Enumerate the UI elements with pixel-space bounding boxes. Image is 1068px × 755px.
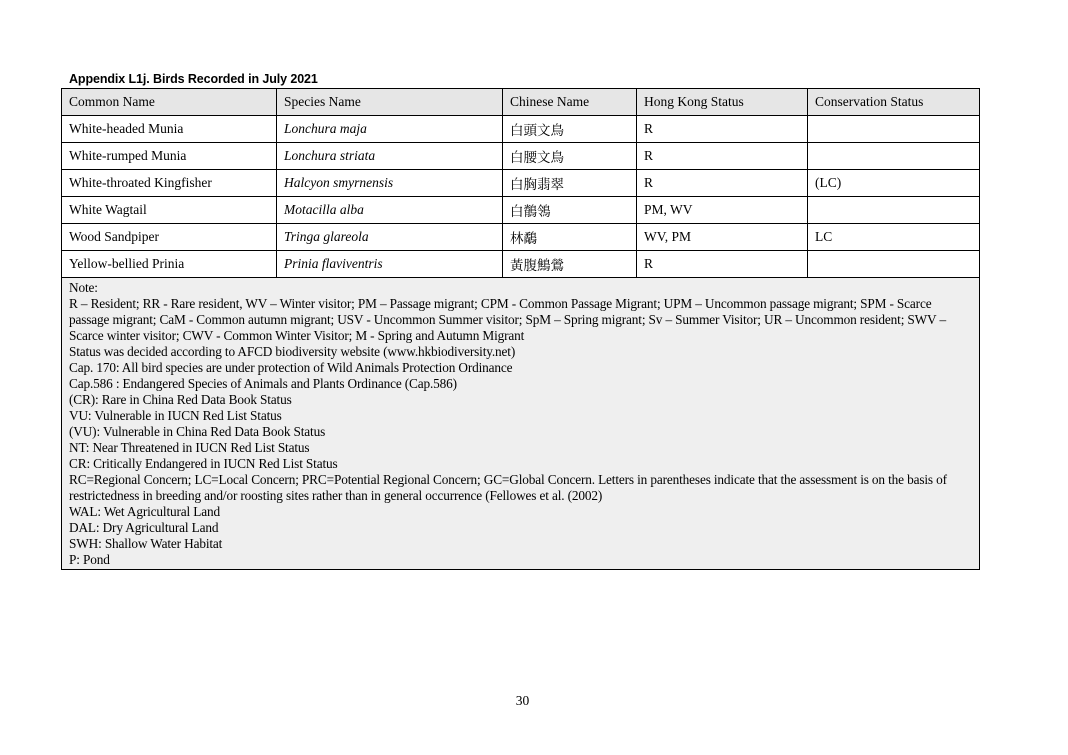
common-name-cell: White-rumped Munia — [62, 143, 277, 170]
common-name-cell: White-throated Kingfisher — [62, 170, 277, 197]
hong-kong-status-cell: WV, PM — [637, 224, 808, 251]
note-status-source: Status was decided according to AFCD biodiversity website (www.hkbiodiversity.net) — [69, 344, 516, 359]
note-cr-china: (CR): Rare in China Red Data Book Status — [69, 392, 292, 407]
conservation-status-cell — [808, 251, 980, 278]
note-vu-iucn: VU: Vulnerable in IUCN Red List Status — [69, 408, 282, 423]
note-concern-codes: RC=Regional Concern; LC=Local Concern; PRC=Potential Regional Concern; GC=Global Concern. Letters in parentheses indicate that the assessment is on the basis of restrictedness in breeding and/or roosting sites rather than in general occurrence (Fellowes et al. (2002) — [69, 472, 947, 503]
conservation-status-cell — [808, 197, 980, 224]
chinese-name-cell: 黃腹鷦鶯 — [503, 251, 637, 278]
header-conservation-status: Conservation Status — [808, 89, 980, 116]
page-title: Appendix L1j. Birds Recorded in July 2021 — [69, 72, 318, 86]
table-row — [62, 116, 980, 143]
table-row — [62, 224, 980, 251]
header-hong-kong-status: Hong Kong Status — [637, 89, 808, 116]
notes-row — [62, 278, 980, 570]
note-cap-170: Cap. 170: All bird species are under protection of Wild Animals Protection Ordinance — [69, 360, 513, 375]
species-name-cell: Lonchura maja — [277, 116, 503, 143]
note-cr-iucn: CR: Critically Endangered in IUCN Red List Status — [69, 456, 338, 471]
hong-kong-status-cell: R — [637, 116, 808, 143]
note-status-codes: R – Resident; RR - Rare resident, WV – Winter visitor; PM – Passage migrant; CPM - Common Passage Migrant; UPM – Uncommon passage migrant; SPM - Scarce passage migrant; CaM - Common autumn migrant; USV - Uncommon Summer visitor; SpM – Spring migrant; Sv – Summer Visitor; UR – Uncommon resident; SWV – Scarce winter visitor; CWV - Common Winter Visitor; M - Spring and Autumn Migrant — [69, 296, 946, 343]
note-swh: SWH: Shallow Water Habitat — [69, 536, 223, 551]
note-vu-china: (VU): Vulnerable in China Red Data Book Status — [69, 424, 326, 439]
conservation-status-cell: (LC) — [808, 170, 980, 197]
birds-table — [61, 88, 980, 570]
note-nt-iucn: NT: Near Threatened in IUCN Red List Status — [69, 440, 310, 455]
species-name-cell: Motacilla alba — [277, 197, 503, 224]
conservation-status-cell — [808, 116, 980, 143]
note-cap-586: Cap.586 : Endangered Species of Animals and Plants Ordinance (Cap.586) — [69, 376, 457, 391]
hong-kong-status-cell: R — [637, 170, 808, 197]
note-pond: P: Pond — [69, 552, 110, 567]
species-name-cell: Prinia flaviventris — [277, 251, 503, 278]
conservation-status-cell: LC — [808, 224, 980, 251]
table-row — [62, 251, 980, 278]
hong-kong-status-cell: R — [637, 143, 808, 170]
table-row — [62, 143, 980, 170]
note-wal: WAL: Wet Agricultural Land — [69, 504, 220, 519]
table-row — [62, 170, 980, 197]
note-dal: DAL: Dry Agricultural Land — [69, 520, 219, 535]
chinese-name-cell: 白頭文鳥 — [503, 116, 637, 143]
table-header-row — [62, 89, 980, 116]
hong-kong-status-cell: PM, WV — [637, 197, 808, 224]
common-name-cell: Wood Sandpiper — [62, 224, 277, 251]
chinese-name-cell: 白鶺鴒 — [503, 197, 637, 224]
notes-cell — [62, 278, 980, 570]
header-species-name: Species Name — [277, 89, 503, 116]
species-name-cell: Tringa glareola — [277, 224, 503, 251]
table-row — [62, 197, 980, 224]
common-name-cell: White Wagtail — [62, 197, 277, 224]
common-name-cell: White-headed Munia — [62, 116, 277, 143]
species-name-cell: Lonchura striata — [277, 143, 503, 170]
conservation-status-cell — [808, 143, 980, 170]
chinese-name-cell: 白胸翡翠 — [503, 170, 637, 197]
note-heading: Note: — [69, 280, 98, 295]
species-name-cell: Halcyon smyrnensis — [277, 170, 503, 197]
common-name-cell: Yellow-bellied Prinia — [62, 251, 277, 278]
chinese-name-cell: 白腰文鳥 — [503, 143, 637, 170]
chinese-name-cell: 林鷸 — [503, 224, 637, 251]
hong-kong-status-cell: R — [637, 251, 808, 278]
header-common-name: Common Name — [62, 89, 277, 116]
page-number: 30 — [515, 693, 530, 708]
header-chinese-name: Chinese Name — [503, 89, 637, 116]
